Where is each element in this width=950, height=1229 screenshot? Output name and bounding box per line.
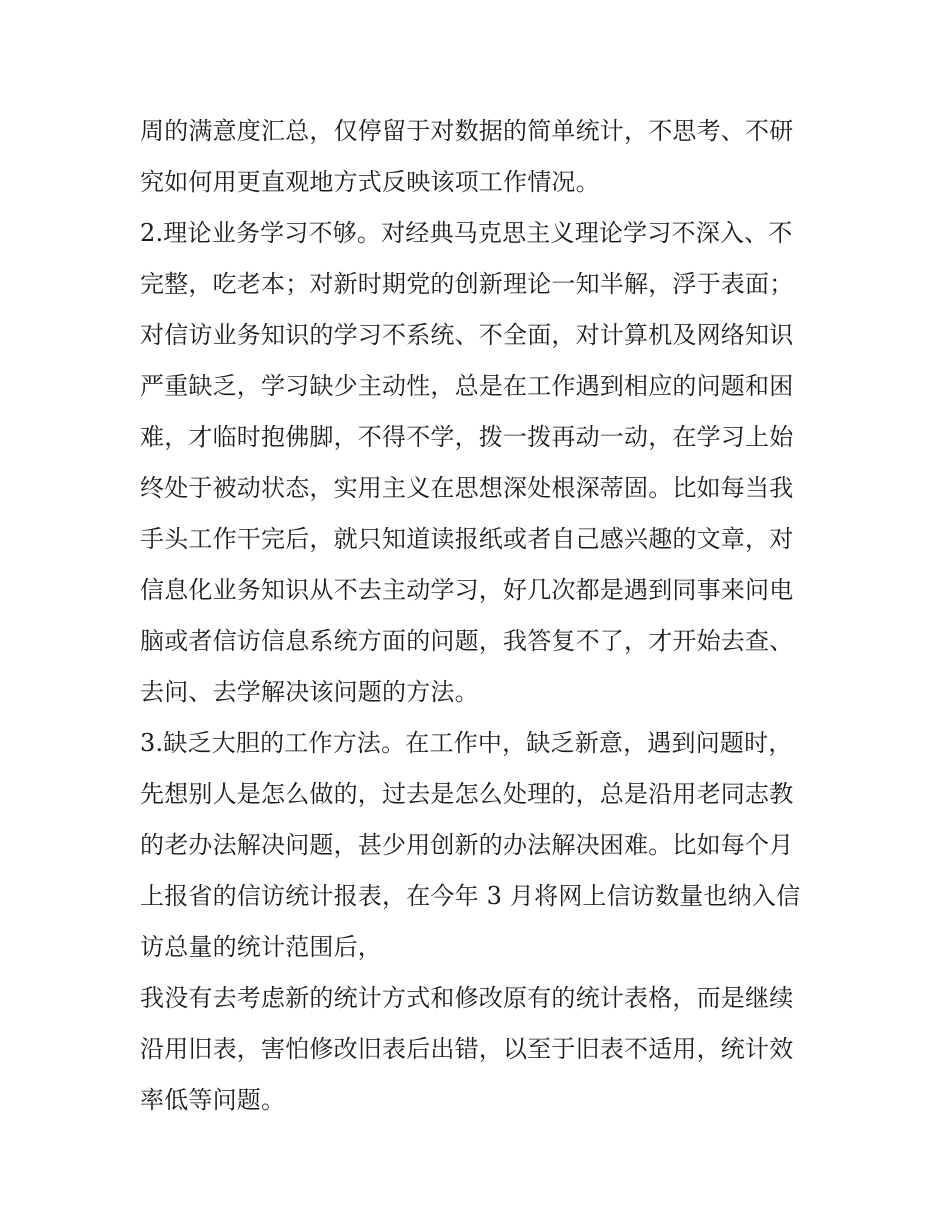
text-line: 的老办法解决问题，甚少用创新的办法解决困难。比如每个月: [140, 831, 794, 859]
text-line: 上报省的信访统计报表，在今年 3 月将网上信访数量也纳入信: [140, 882, 801, 910]
text-line: 完整，吃老本；对新时期党的创新理论一知半解，浮于表面；: [140, 270, 794, 298]
document-body: [140, 106, 820, 1126]
text-line: 对信访业务知识的学习不系统、不全面，对计算机及网络知识: [140, 321, 794, 349]
text-line: 2.理论业务学习不够。对经典马克思主义理论学习不深入、不: [140, 219, 793, 247]
text-line: 访总量的统计范围后，: [140, 933, 382, 961]
text-line: 去问、去学解决该问题的方法。: [140, 678, 479, 706]
text-line: 脑或者信访信息系统方面的问题，我答复不了，才开始去查、: [140, 627, 794, 655]
text-line: 沿用旧表，害怕修改旧表后出错，以至于旧表不适用，统计效: [140, 1035, 794, 1063]
text-line: 难，才临时抱佛脚，不得不学，拨一拨再动一动，在学习上始: [140, 423, 794, 451]
text-line: 先想别人是怎么做的，过去是怎么处理的，总是沿用老同志教: [140, 780, 794, 808]
text-line: 究如何用更直观地方式反映该项工作情况。: [140, 168, 600, 196]
text-line: 周的满意度汇总，仅停留于对数据的简单统计，不思考、不研: [140, 117, 794, 145]
text-line: 严重缺乏，学习缺少主动性，总是在工作遇到相应的问题和困: [140, 372, 794, 400]
text-line: 终处于被动状态，实用主义在思想深处根深蒂固。比如每当我: [140, 474, 794, 502]
text-line: 信息化业务知识从不去主动学习，好几次都是遇到同事来问电: [140, 576, 794, 604]
text-line: 手头工作干完后，就只知道读报纸或者自己感兴趣的文章，对: [140, 525, 794, 553]
text-line: 3.缺乏大胆的工作方法。在工作中，缺乏新意，遇到问题时，: [140, 729, 793, 757]
text-line: 率低等问题。: [140, 1086, 286, 1114]
text-line: 我没有去考虑新的统计方式和修改原有的统计表格，而是继续: [140, 984, 794, 1012]
